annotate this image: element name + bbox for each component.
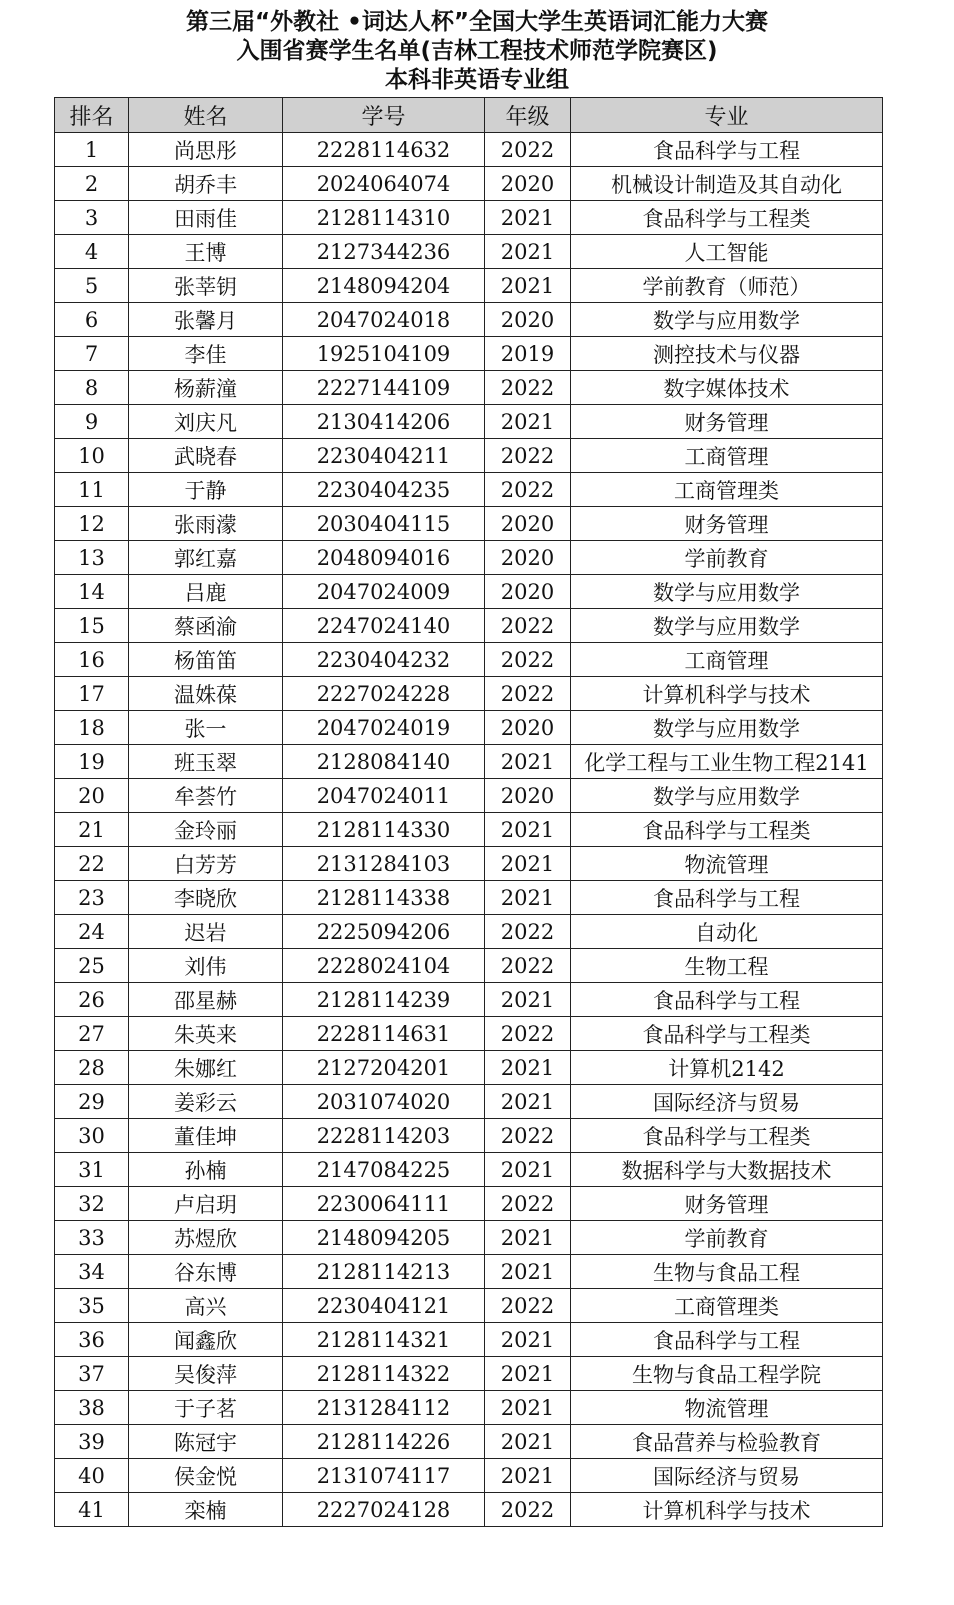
student-id-cell: 2128114310 <box>283 201 485 235</box>
grade-cell: 2020 <box>485 541 571 575</box>
major-cell: 化学工程与工业生物工程2141 <box>571 745 883 779</box>
rank-cell: 9 <box>55 405 129 439</box>
table-row <box>55 371 883 405</box>
grade-cell: 2021 <box>485 813 571 847</box>
table-row <box>55 1255 883 1289</box>
table-row <box>55 235 883 269</box>
grade-cell: 2020 <box>485 303 571 337</box>
student-id-cell: 2128114338 <box>283 881 485 915</box>
table-row <box>55 269 883 303</box>
rank-cell: 22 <box>55 847 129 881</box>
grade-cell: 2022 <box>485 371 571 405</box>
major-cell: 食品科学与工程 <box>571 1323 883 1357</box>
student-id-cell: 2148094205 <box>283 1221 485 1255</box>
grade-cell: 2022 <box>485 949 571 983</box>
student-id-cell: 2147084225 <box>283 1153 485 1187</box>
rank-cell: 5 <box>55 269 129 303</box>
major-cell: 计算机2142 <box>571 1051 883 1085</box>
name-cell: 温姝葆 <box>129 677 283 711</box>
major-cell: 人工智能 <box>571 235 883 269</box>
table-row <box>55 303 883 337</box>
major-cell: 财务管理 <box>571 1187 883 1221</box>
major-cell: 食品科学与工程 <box>571 881 883 915</box>
name-cell: 张雨濛 <box>129 507 283 541</box>
student-id-cell: 2047024009 <box>283 575 485 609</box>
rank-cell: 24 <box>55 915 129 949</box>
table-row <box>55 949 883 983</box>
name-cell: 董佳坤 <box>129 1119 283 1153</box>
student-id-cell: 2227024128 <box>283 1493 485 1527</box>
major-cell: 工商管理 <box>571 643 883 677</box>
title-line-1: 第三届“外教社 •词达人杯”全国大学生英语词汇能力大赛 <box>186 9 768 35</box>
major-cell: 生物与食品工程学院 <box>571 1357 883 1391</box>
name-cell: 朱英来 <box>129 1017 283 1051</box>
name-cell: 谷东博 <box>129 1255 283 1289</box>
grade-cell: 2021 <box>485 881 571 915</box>
name-cell: 吕鹿 <box>129 575 283 609</box>
major-cell: 生物工程 <box>571 949 883 983</box>
student-id-cell: 2228114631 <box>283 1017 485 1051</box>
name-cell: 侯金悦 <box>129 1459 283 1493</box>
grade-cell: 2022 <box>485 677 571 711</box>
grade-cell: 2022 <box>485 133 571 167</box>
header-student-id: 学号 <box>283 98 485 133</box>
student-id-cell: 2047024019 <box>283 711 485 745</box>
student-id-cell: 2247024140 <box>283 609 485 643</box>
table-row <box>55 779 883 813</box>
grade-cell: 2021 <box>485 1459 571 1493</box>
rank-cell: 29 <box>55 1085 129 1119</box>
table-row <box>55 439 883 473</box>
major-cell: 食品科学与工程类 <box>571 201 883 235</box>
grade-cell: 2021 <box>485 1357 571 1391</box>
grade-cell: 2022 <box>485 609 571 643</box>
rank-cell: 28 <box>55 1051 129 1085</box>
major-cell: 物流管理 <box>571 1391 883 1425</box>
header-row <box>55 98 883 133</box>
table-row <box>55 1493 883 1527</box>
table-row <box>55 1051 883 1085</box>
student-id-cell: 2128114239 <box>283 983 485 1017</box>
rank-cell: 19 <box>55 745 129 779</box>
table-row <box>55 915 883 949</box>
name-cell: 杨笛笛 <box>129 643 283 677</box>
rank-cell: 21 <box>55 813 129 847</box>
name-cell: 高兴 <box>129 1289 283 1323</box>
rank-cell: 36 <box>55 1323 129 1357</box>
name-cell: 蔡函渝 <box>129 609 283 643</box>
rank-cell: 15 <box>55 609 129 643</box>
name-cell: 于子茗 <box>129 1391 283 1425</box>
student-id-cell: 2128084140 <box>283 745 485 779</box>
major-cell: 数学与应用数学 <box>571 575 883 609</box>
table-row <box>55 1425 883 1459</box>
name-cell: 白芳芳 <box>129 847 283 881</box>
major-cell: 国际经济与贸易 <box>571 1459 883 1493</box>
student-id-cell: 2228024104 <box>283 949 485 983</box>
table-row <box>55 1153 883 1187</box>
grade-cell: 2022 <box>485 643 571 677</box>
name-cell: 吴俊萍 <box>129 1357 283 1391</box>
grade-cell: 2022 <box>485 1493 571 1527</box>
roster-body <box>55 133 883 1527</box>
major-cell: 生物与食品工程 <box>571 1255 883 1289</box>
name-cell: 尚思彤 <box>129 133 283 167</box>
student-id-cell: 2227144109 <box>283 371 485 405</box>
name-cell: 姜彩云 <box>129 1085 283 1119</box>
name-cell: 刘庆凡 <box>129 405 283 439</box>
major-cell: 计算机科学与技术 <box>571 1493 883 1527</box>
name-cell: 苏煜欣 <box>129 1221 283 1255</box>
name-cell: 胡乔丰 <box>129 167 283 201</box>
rank-cell: 6 <box>55 303 129 337</box>
title-line-3: 本科非英语专业组 <box>385 67 569 93</box>
table-row <box>55 167 883 201</box>
student-id-cell: 2230404232 <box>283 643 485 677</box>
major-cell: 工商管理类 <box>571 473 883 507</box>
header-rank: 排名 <box>55 98 129 133</box>
header-name: 姓名 <box>129 98 283 133</box>
name-cell: 张一 <box>129 711 283 745</box>
grade-cell: 2022 <box>485 473 571 507</box>
student-id-cell: 2128114321 <box>283 1323 485 1357</box>
student-id-cell: 2127204201 <box>283 1051 485 1085</box>
rank-cell: 23 <box>55 881 129 915</box>
student-id-cell: 2130414206 <box>283 405 485 439</box>
name-cell: 李佳 <box>129 337 283 371</box>
name-cell: 张馨月 <box>129 303 283 337</box>
grade-cell: 2022 <box>485 1119 571 1153</box>
grade-cell: 2021 <box>485 235 571 269</box>
rank-cell: 40 <box>55 1459 129 1493</box>
major-cell: 财务管理 <box>571 507 883 541</box>
student-id-cell: 2131074117 <box>283 1459 485 1493</box>
name-cell: 卢启玥 <box>129 1187 283 1221</box>
student-id-cell: 1925104109 <box>283 337 485 371</box>
table-row <box>55 745 883 779</box>
grade-cell: 2021 <box>485 1153 571 1187</box>
table-row <box>55 507 883 541</box>
grade-cell: 2021 <box>485 1323 571 1357</box>
rank-cell: 37 <box>55 1357 129 1391</box>
grade-cell: 2020 <box>485 779 571 813</box>
rank-cell: 34 <box>55 1255 129 1289</box>
rank-cell: 17 <box>55 677 129 711</box>
table-row <box>55 1085 883 1119</box>
student-id-cell: 2228114203 <box>283 1119 485 1153</box>
name-cell: 田雨佳 <box>129 201 283 235</box>
rank-cell: 13 <box>55 541 129 575</box>
student-id-cell: 2128114330 <box>283 813 485 847</box>
student-id-cell: 2227024228 <box>283 677 485 711</box>
rank-cell: 1 <box>55 133 129 167</box>
major-cell: 食品科学与工程类 <box>571 1119 883 1153</box>
rank-cell: 11 <box>55 473 129 507</box>
name-cell: 王博 <box>129 235 283 269</box>
rank-cell: 30 <box>55 1119 129 1153</box>
table-row <box>55 1017 883 1051</box>
table-row <box>55 1119 883 1153</box>
rank-cell: 7 <box>55 337 129 371</box>
major-cell: 物流管理 <box>571 847 883 881</box>
table-row <box>55 1391 883 1425</box>
major-cell: 数据科学与大数据技术 <box>571 1153 883 1187</box>
rank-cell: 4 <box>55 235 129 269</box>
student-id-cell: 2030404115 <box>283 507 485 541</box>
major-cell: 数学与应用数学 <box>571 303 883 337</box>
table-row <box>55 847 883 881</box>
header-grade: 年级 <box>485 98 571 133</box>
table-row <box>55 1357 883 1391</box>
grade-cell: 2022 <box>485 439 571 473</box>
grade-cell: 2021 <box>485 1425 571 1459</box>
table-row <box>55 405 883 439</box>
major-cell: 食品营养与检验教育 <box>571 1425 883 1459</box>
name-cell: 张莘钥 <box>129 269 283 303</box>
table-row <box>55 1221 883 1255</box>
major-cell: 数学与应用数学 <box>571 711 883 745</box>
major-cell: 学前教育 <box>571 541 883 575</box>
rank-cell: 12 <box>55 507 129 541</box>
name-cell: 班玉翠 <box>129 745 283 779</box>
rank-cell: 14 <box>55 575 129 609</box>
major-cell: 食品科学与工程 <box>571 983 883 1017</box>
grade-cell: 2021 <box>485 1221 571 1255</box>
grade-cell: 2021 <box>485 1085 571 1119</box>
major-cell: 数学与应用数学 <box>571 779 883 813</box>
rank-cell: 35 <box>55 1289 129 1323</box>
rank-cell: 27 <box>55 1017 129 1051</box>
major-cell: 学前教育 <box>571 1221 883 1255</box>
grade-cell: 2021 <box>485 269 571 303</box>
name-cell: 武晓春 <box>129 439 283 473</box>
rank-cell: 39 <box>55 1425 129 1459</box>
table-row <box>55 983 883 1017</box>
rank-cell: 10 <box>55 439 129 473</box>
grade-cell: 2021 <box>485 1391 571 1425</box>
grade-cell: 2021 <box>485 1051 571 1085</box>
rank-cell: 2 <box>55 167 129 201</box>
student-id-cell: 2230404211 <box>283 439 485 473</box>
name-cell: 刘伟 <box>129 949 283 983</box>
major-cell: 自动化 <box>571 915 883 949</box>
title-line-2: 入围省赛学生名单(吉林工程技术师范学院赛区) <box>236 38 718 64</box>
document-title-block <box>0 8 954 95</box>
student-id-cell: 2047024018 <box>283 303 485 337</box>
table-row <box>55 1187 883 1221</box>
major-cell: 食品科学与工程 <box>571 133 883 167</box>
table-row <box>55 643 883 677</box>
student-id-cell: 2127344236 <box>283 235 485 269</box>
major-cell: 工商管理类 <box>571 1289 883 1323</box>
name-cell: 牟荟竹 <box>129 779 283 813</box>
name-cell: 金玲丽 <box>129 813 283 847</box>
student-id-cell: 2128114322 <box>283 1357 485 1391</box>
student-id-cell: 2225094206 <box>283 915 485 949</box>
name-cell: 栾楠 <box>129 1493 283 1527</box>
major-cell: 国际经济与贸易 <box>571 1085 883 1119</box>
table-row <box>55 677 883 711</box>
name-cell: 陈冠宇 <box>129 1425 283 1459</box>
grade-cell: 2021 <box>485 847 571 881</box>
grade-cell: 2020 <box>485 575 571 609</box>
student-id-cell: 2228114632 <box>283 133 485 167</box>
table-row <box>55 473 883 507</box>
grade-cell: 2020 <box>485 507 571 541</box>
grade-cell: 2021 <box>485 983 571 1017</box>
roster-table <box>54 97 883 1527</box>
grade-cell: 2022 <box>485 915 571 949</box>
student-id-cell: 2048094016 <box>283 541 485 575</box>
student-id-cell: 2031074020 <box>283 1085 485 1119</box>
student-id-cell: 2230404235 <box>283 473 485 507</box>
student-id-cell: 2148094204 <box>283 269 485 303</box>
table-row <box>55 575 883 609</box>
rank-cell: 41 <box>55 1493 129 1527</box>
name-cell: 闻鑫欣 <box>129 1323 283 1357</box>
grade-cell: 2020 <box>485 167 571 201</box>
student-id-cell: 2128114213 <box>283 1255 485 1289</box>
grade-cell: 2021 <box>485 1255 571 1289</box>
major-cell: 食品科学与工程类 <box>571 1017 883 1051</box>
rank-cell: 16 <box>55 643 129 677</box>
grade-cell: 2019 <box>485 337 571 371</box>
rank-cell: 3 <box>55 201 129 235</box>
rank-cell: 32 <box>55 1187 129 1221</box>
major-cell: 工商管理 <box>571 439 883 473</box>
major-cell: 机械设计制造及其自动化 <box>571 167 883 201</box>
rank-cell: 38 <box>55 1391 129 1425</box>
name-cell: 杨薪潼 <box>129 371 283 405</box>
grade-cell: 2020 <box>485 711 571 745</box>
table-row <box>55 609 883 643</box>
name-cell: 孙楠 <box>129 1153 283 1187</box>
major-cell: 财务管理 <box>571 405 883 439</box>
major-cell: 数学与应用数学 <box>571 609 883 643</box>
table-row <box>55 541 883 575</box>
student-id-cell: 2024064074 <box>283 167 485 201</box>
grade-cell: 2021 <box>485 201 571 235</box>
rank-cell: 33 <box>55 1221 129 1255</box>
name-cell: 迟岩 <box>129 915 283 949</box>
table-row <box>55 201 883 235</box>
grade-cell: 2021 <box>485 405 571 439</box>
major-cell: 学前教育（师范） <box>571 269 883 303</box>
student-id-cell: 2128114226 <box>283 1425 485 1459</box>
name-cell: 邵星赫 <box>129 983 283 1017</box>
student-id-cell: 2131284112 <box>283 1391 485 1425</box>
table-row <box>55 813 883 847</box>
grade-cell: 2021 <box>485 745 571 779</box>
table-row <box>55 1323 883 1357</box>
rank-cell: 31 <box>55 1153 129 1187</box>
student-id-cell: 2047024011 <box>283 779 485 813</box>
name-cell: 郭红嘉 <box>129 541 283 575</box>
major-cell: 数字媒体技术 <box>571 371 883 405</box>
name-cell: 于静 <box>129 473 283 507</box>
name-cell: 李晓欣 <box>129 881 283 915</box>
grade-cell: 2022 <box>485 1187 571 1221</box>
table-row <box>55 881 883 915</box>
rank-cell: 26 <box>55 983 129 1017</box>
table-row <box>55 1289 883 1323</box>
table-row <box>55 133 883 167</box>
student-id-cell: 2230064111 <box>283 1187 485 1221</box>
rank-cell: 18 <box>55 711 129 745</box>
rank-cell: 25 <box>55 949 129 983</box>
grade-cell: 2022 <box>485 1017 571 1051</box>
major-cell: 计算机科学与技术 <box>571 677 883 711</box>
name-cell: 朱娜红 <box>129 1051 283 1085</box>
rank-cell: 8 <box>55 371 129 405</box>
header-major: 专业 <box>571 98 883 133</box>
major-cell: 测控技术与仪器 <box>571 337 883 371</box>
table-row <box>55 1459 883 1493</box>
table-row <box>55 711 883 745</box>
major-cell: 食品科学与工程类 <box>571 813 883 847</box>
student-id-cell: 2131284103 <box>283 847 485 881</box>
student-id-cell: 2230404121 <box>283 1289 485 1323</box>
rank-cell: 20 <box>55 779 129 813</box>
table-row <box>55 337 883 371</box>
grade-cell: 2022 <box>485 1289 571 1323</box>
